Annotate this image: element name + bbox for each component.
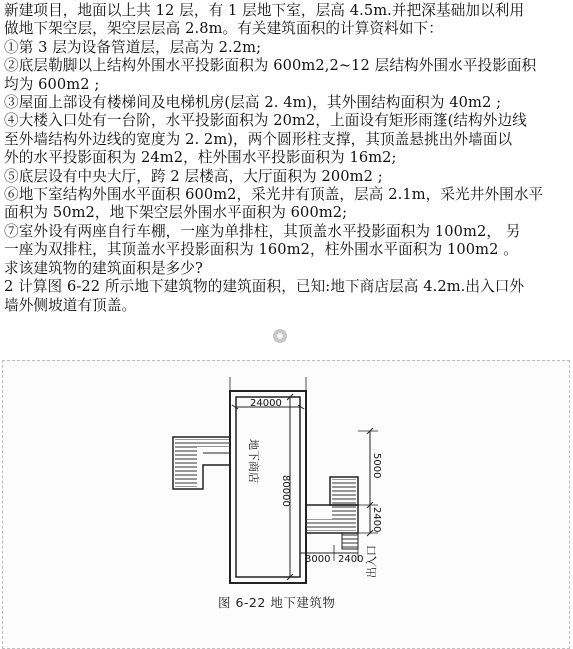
- question-line: 至外墙结构外边线的宽度为 2. 2m)，两个圆形柱支撑，其顶盖悬挑出外墙面以: [4, 130, 513, 148]
- question-line: ②底层勒脚以上结构外围水平投影面积为 600m2,2~12 层结构外围水平投影面积: [4, 57, 537, 75]
- entrance-label: 出入口: [365, 545, 378, 578]
- figure-caption: 图 6-22 地下建筑物: [218, 595, 336, 610]
- dim-bottom-left: 3000: [305, 554, 331, 565]
- question-line: 一座为双排柱，其顶盖水平投影面积为 160m2，柱外围水平面积为 100m2 。: [4, 241, 518, 259]
- dim-top-width: 24000: [250, 398, 282, 409]
- dim-bottom-right: 2400: [338, 554, 364, 565]
- question-line: 面积为 50m2，地下架空层外围水平面积为 600m2;: [4, 204, 348, 222]
- question-line: 2 计算图 6-22 所示地下建筑物的建筑面积，已知:地下商店层高 4.2m.出入口外: [4, 278, 525, 296]
- question-text: [4, 2, 570, 315]
- image-resize-handle[interactable]: [273, 329, 287, 343]
- dim-right-upper: 5000: [371, 453, 382, 479]
- question-line: 均为 600m2 ;: [4, 75, 100, 93]
- question-line: 做地下架空层，架空层层高 2.8m。有关建筑面积的计算资料如下：: [4, 20, 443, 38]
- question-line: 求该建筑物的建筑面积是多少?: [4, 259, 203, 277]
- question-line: ⑤底层设有中央大厅，跨 2 层楼高，大厅面积为 200m2 ;: [4, 167, 383, 185]
- dim-right-lower: 2400: [371, 507, 382, 533]
- question-line: 新建项目，地面以上共 12 层，有 1 层地下室，层高 4.5m.并把深基础加以利用: [4, 2, 525, 19]
- question-line: ①第 3 层为设备管道层，层高为 2.2m;: [4, 38, 262, 56]
- room-label: 地下商店: [247, 439, 260, 483]
- outer-wall: [230, 391, 306, 583]
- question-line: 外的水平投影面积为 24m2，柱外围水平投影面积为 16m2;: [4, 149, 397, 167]
- question-line: ③屋面上部设有楼梯间及电梯机房(层高 2. 4m)，其外围结构面积为 40m2 ;: [4, 94, 502, 112]
- question-line: ⑦室外设有两座自行车棚，一座为单排柱，其顶盖水平投影面积为 100m2， 另: [4, 222, 521, 240]
- question-line: 墙外侧坡道有顶盖。: [4, 296, 137, 314]
- left-ramp-steps-top: [175, 439, 230, 447]
- figure-image[interactable]: [0, 357, 573, 649]
- question-line: ④大楼入口处有一台阶，水平投影面积为 20m2，上面设有矩形雨篷(结构外边线: [4, 112, 527, 130]
- left-ramp-steps-down: [175, 447, 197, 487]
- dim-length: 80000: [280, 475, 291, 507]
- question-line: ⑥地下室结构外围水平面积 600m2，采光井有顶盖，层高 2.1m，采光井外围水平: [4, 186, 544, 204]
- right-ramp-steps: [332, 479, 356, 519]
